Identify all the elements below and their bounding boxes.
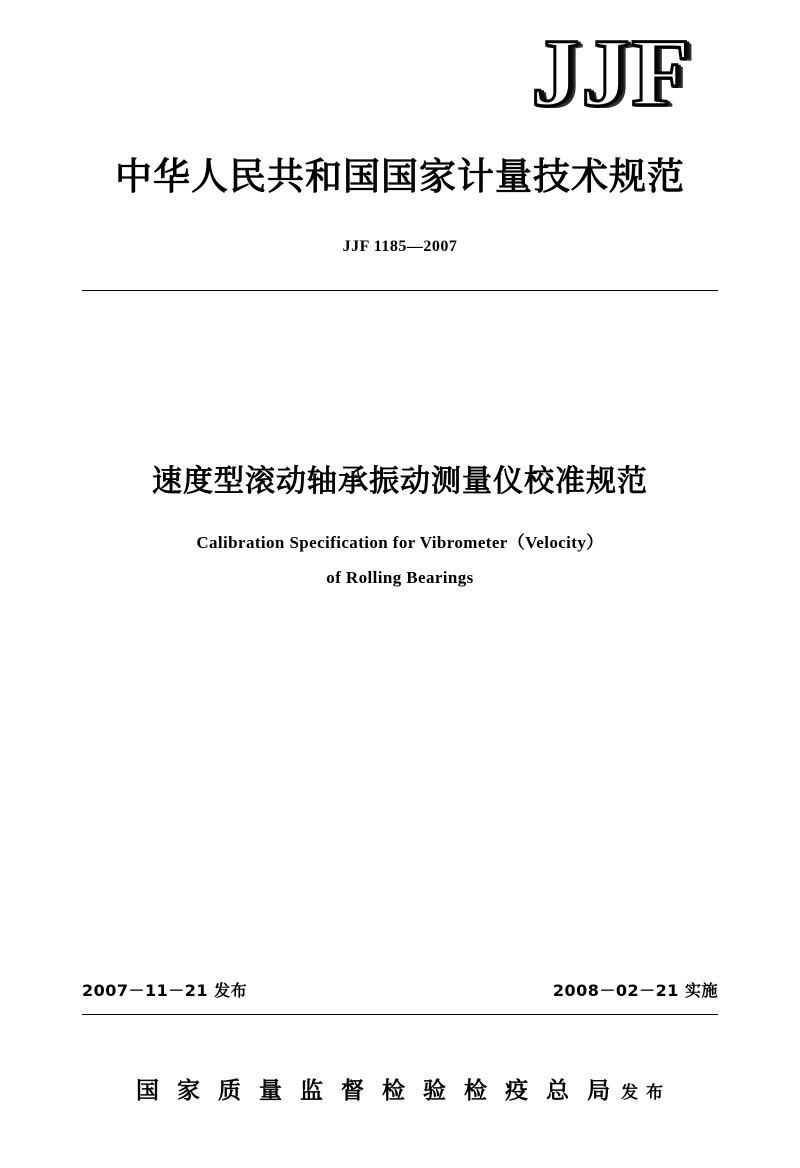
date-row [82,978,718,1001]
document-title-english-line1: Calibration Specification for Vibrometer（Velocity） [196,533,604,552]
issuing-authority-verb: 发 布 [621,1083,664,1103]
standard-number: JJF 1185—2007 [342,238,458,255]
document-title-english-line2: of Rolling Bearings [326,568,474,587]
document-title-chinese: 速度型滚动轴承振动测量仪校准规范 [152,464,648,499]
divider-top [82,290,718,291]
issue-date: 2007－11－21 发布 [82,981,248,1000]
effective-date: 2008－02－21 实施 [552,981,718,1000]
issuing-authority-name: 国 家 质 量 监 督 检 验 检 疫 总 局 [135,1078,616,1104]
page-title: 中华人民共和国国家计量技术规范 [115,155,685,198]
divider-bottom [82,1014,718,1015]
issuing-authority [0,1072,800,1105]
jjf-wordmark-icon [452,19,692,126]
jjf-logo-text: JJF [531,19,692,126]
